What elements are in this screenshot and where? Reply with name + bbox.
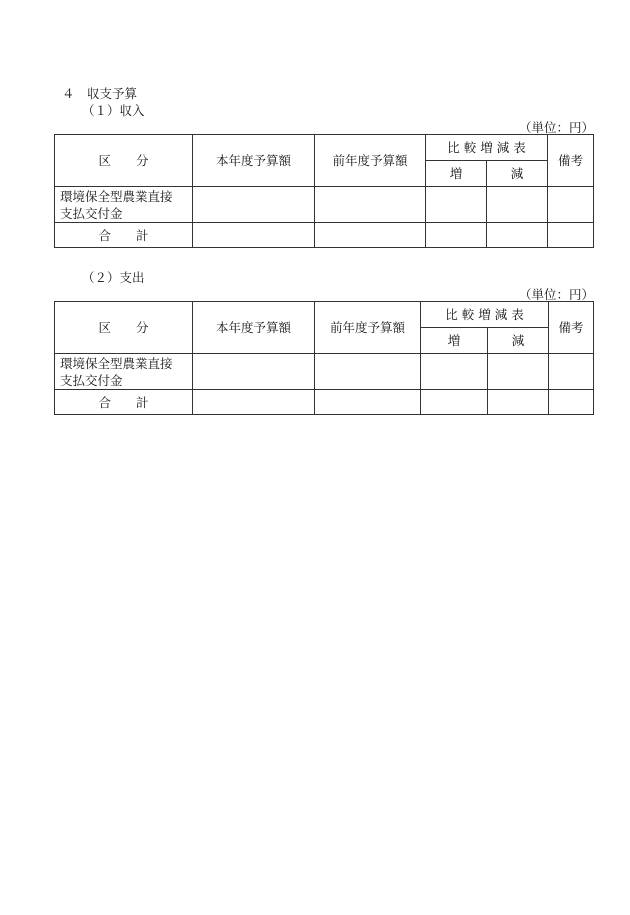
revenue-table [54, 134, 594, 248]
revenue-item-label-line2: 支払交付金 [60, 205, 123, 221]
expenditure-total-decrease-cell [488, 390, 549, 415]
expenditure-item-current-cell [193, 354, 315, 390]
expenditure-table [54, 301, 594, 415]
expenditure-unit-label: （単位：円） [519, 287, 595, 302]
revenue-header-decrease: 減 [487, 161, 548, 187]
expenditure-header-remarks: 備考 [549, 302, 594, 354]
revenue-header-row [55, 135, 594, 161]
revenue-header-category: 区 分 [55, 135, 193, 187]
revenue-total-row [55, 223, 594, 248]
revenue-item-row [55, 187, 594, 223]
revenue-total-current-cell [193, 223, 315, 248]
revenue-item-decrease-cell [487, 187, 548, 223]
expenditure-item-label-line1: 環境保全型農業直接 [60, 355, 173, 371]
expenditure-header-comparison: 比 較 増 減 表 [421, 302, 549, 328]
revenue-unit-label: （単位：円） [519, 120, 595, 135]
revenue-header-increase: 増 [426, 161, 487, 187]
expenditure-total-remarks-cell [549, 390, 594, 415]
expenditure-header-increase: 増 [421, 328, 488, 354]
expenditure-item-increase-cell [421, 354, 488, 390]
expenditure-header-current-budget: 本年度予算額 [193, 302, 315, 354]
expenditure-item-decrease-cell [488, 354, 549, 390]
revenue-item-label [55, 187, 193, 223]
expenditure-header-category: 区 分 [55, 302, 193, 354]
revenue-header-remarks: 備考 [548, 135, 594, 187]
expenditure-total-label: 合 計 [55, 390, 193, 415]
expenditure-item-remarks-cell [549, 354, 594, 390]
revenue-item-previous-cell [315, 187, 426, 223]
expenditure-total-increase-cell [421, 390, 488, 415]
expenditure-total-current-cell [193, 390, 315, 415]
revenue-item-remarks-cell [548, 187, 594, 223]
expenditure-total-row [55, 390, 594, 415]
revenue-subtitle: （１）収入 [82, 103, 145, 118]
expenditure-item-label [55, 354, 193, 390]
revenue-header-current-budget: 本年度予算額 [193, 135, 315, 187]
revenue-total-label: 合 計 [55, 223, 193, 248]
expenditure-subtitle: （２）支出 [82, 270, 145, 285]
section-title: ４ 収支予算 [62, 86, 138, 101]
revenue-item-label-line1: 環境保全型農業直接 [60, 188, 173, 204]
revenue-header-previous-budget: 前年度予算額 [315, 135, 426, 187]
expenditure-total-previous-cell [315, 390, 421, 415]
revenue-total-increase-cell [426, 223, 487, 248]
revenue-total-decrease-cell [487, 223, 548, 248]
revenue-total-previous-cell [315, 223, 426, 248]
expenditure-item-label-line2: 支払交付金 [60, 372, 123, 388]
expenditure-header-row [55, 302, 594, 328]
revenue-item-current-cell [193, 187, 315, 223]
revenue-header-comparison: 比 較 増 減 表 [426, 135, 548, 161]
expenditure-item-previous-cell [315, 354, 421, 390]
expenditure-header-decrease: 減 [488, 328, 549, 354]
revenue-total-remarks-cell [548, 223, 594, 248]
expenditure-item-row [55, 354, 594, 390]
expenditure-header-previous-budget: 前年度予算額 [315, 302, 421, 354]
revenue-item-increase-cell [426, 187, 487, 223]
